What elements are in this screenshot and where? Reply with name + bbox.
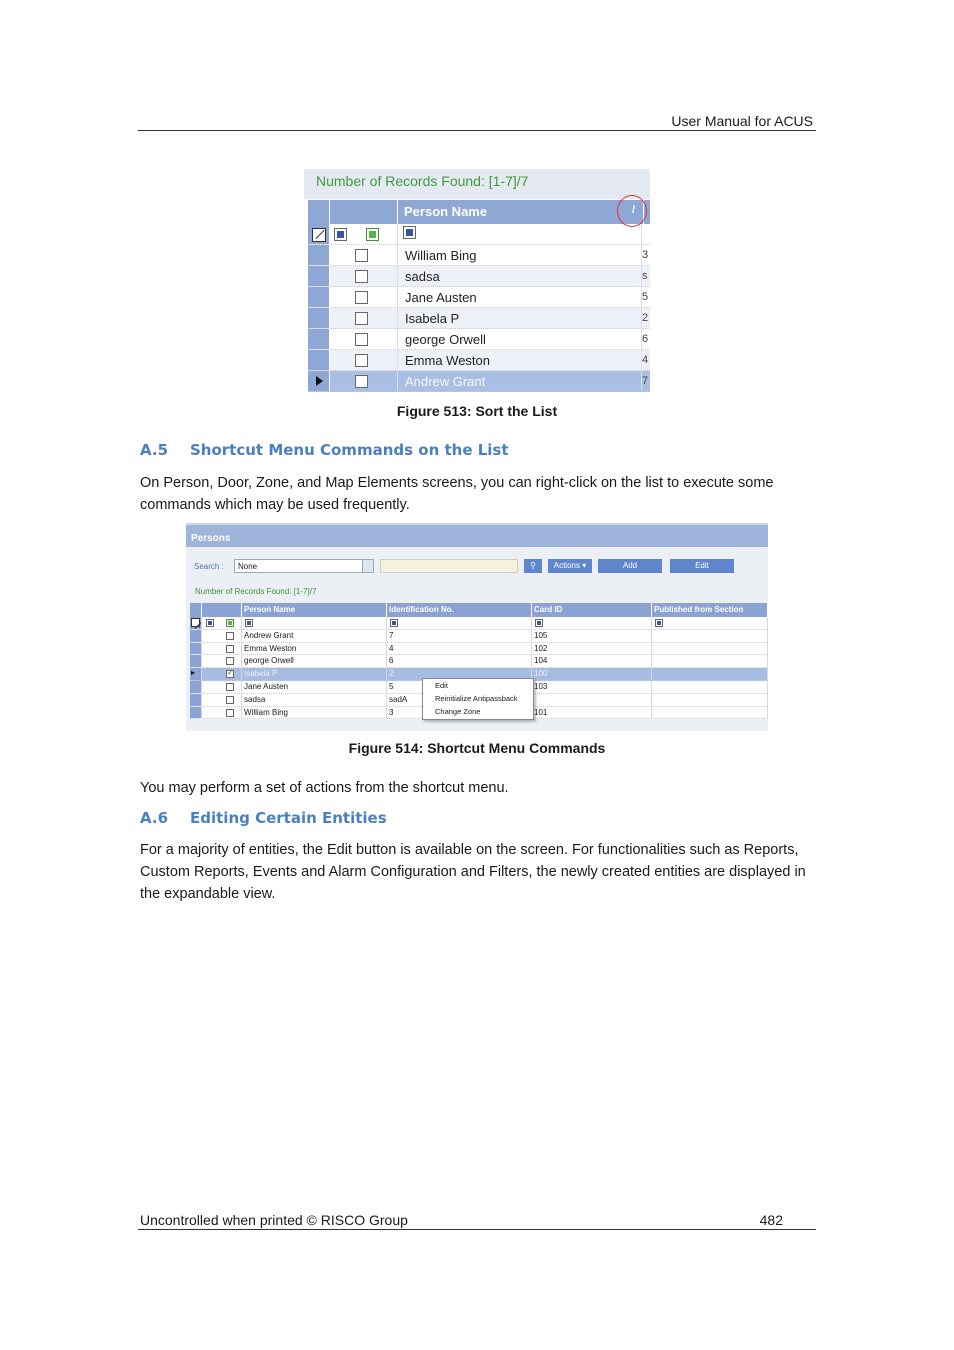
next-column-cell: 7 (642, 375, 649, 387)
row-selector[interactable] (308, 287, 330, 307)
add-button[interactable]: Add (598, 559, 662, 573)
actions-button[interactable] (548, 559, 592, 573)
row-checkbox-cell (330, 350, 398, 370)
section-a6-body: For a majority of entities, the Edit button is available on the screen. For functionalities such as Reports, Custom Reports, Events and Alarm Configuration and Filters, the newly created entities are displayed in the expandable view. (140, 842, 806, 902)
search-label: Search : (194, 562, 224, 571)
figure-513-caption: Figure 513: Sort the List (396, 403, 558, 419)
row-selector[interactable] (308, 245, 330, 265)
row-checkbox-cell (202, 655, 242, 667)
person-name-cell: george Orwell (242, 655, 387, 667)
section-number: A.6 (140, 809, 169, 827)
row-checkbox[interactable] (226, 632, 234, 640)
row-selector[interactable] (308, 371, 330, 391)
section-number: A.5 (140, 441, 169, 459)
section-title: Editing Certain Entities (190, 809, 387, 827)
card-id-cell: 101 (532, 707, 652, 719)
row-checkbox-cell (330, 308, 398, 328)
section-a5-body: On Person, Door, Zone, and Map Elements screens, you can right-click on the list to execute some commands which may be used frequently. (140, 475, 774, 513)
card-id-cell: 105 (532, 630, 652, 642)
context-menu-edit[interactable]: Edit (435, 681, 448, 690)
person-name-cell: Andrew Grant (398, 371, 642, 391)
grid-rows (308, 224, 650, 392)
row-selector[interactable] (308, 308, 330, 328)
filter-checkbox-published[interactable] (655, 619, 663, 627)
row-selector[interactable] (308, 350, 330, 370)
row-selector[interactable] (308, 266, 330, 286)
row-checkbox[interactable] (355, 333, 368, 346)
row-selector[interactable] (308, 329, 330, 349)
next-column-cell: 5 (642, 291, 649, 303)
figure-514-caption: Figure 514: Shortcut Menu Commands (348, 740, 606, 756)
person-name-cell: Andrew Grant (242, 630, 387, 642)
header-checkbox-cell (202, 603, 242, 617)
next-column-cell: 4 (642, 354, 649, 366)
row-checkbox-checked[interactable] (226, 670, 234, 678)
chevron-down-icon: ▾ (582, 561, 587, 570)
row-checkbox-cell (202, 707, 242, 719)
filter-name-cell (398, 224, 642, 244)
records-found-label: Number of Records Found: [1-7]/7 (304, 169, 650, 199)
person-name-cell: george Orwell (398, 329, 642, 349)
row-checkbox-cell (202, 681, 242, 693)
table-row[interactable] (308, 287, 650, 308)
row-checkbox[interactable] (355, 312, 368, 325)
table-row-selected[interactable] (308, 371, 650, 392)
table-row[interactable] (190, 643, 768, 656)
clear-filter-icon[interactable] (312, 228, 326, 242)
filter-published-cell (652, 617, 768, 629)
person-name-cell: sadsa (398, 266, 642, 286)
identification-cell: 4 (387, 643, 532, 655)
header-checkbox-cell (330, 200, 398, 224)
after-figure-514-text: You may perform a set of actions from the shortcut menu. (140, 780, 509, 796)
filter-checkbox-name[interactable] (403, 226, 416, 239)
row-checkbox[interactable] (226, 683, 234, 691)
identification-cell: 5 (387, 681, 532, 693)
context-menu-change-zone[interactable]: Change Zone (435, 707, 481, 716)
grid-header-row (190, 603, 768, 617)
select-all-cell[interactable] (190, 617, 202, 629)
footer-rule (138, 1229, 816, 1230)
person-name-cell: Jane Austen (242, 681, 387, 693)
search-button[interactable] (524, 559, 542, 573)
filter-checkbox-green[interactable] (366, 228, 379, 241)
section-heading-a6 (140, 809, 387, 827)
identification-cell: 2 (387, 668, 532, 680)
row-checkbox-cell (330, 245, 398, 265)
row-checkbox[interactable] (226, 709, 234, 717)
published-cell (652, 655, 768, 667)
search-field-value: None (238, 562, 258, 571)
select-all-cell[interactable] (308, 224, 330, 244)
table-row[interactable] (308, 308, 650, 329)
row-checkbox[interactable] (226, 645, 234, 653)
row-checkbox[interactable] (355, 375, 368, 388)
row-checkbox-cell (330, 287, 398, 307)
row-checkbox-cell (202, 668, 242, 680)
row-selector[interactable] (190, 681, 202, 693)
filter-row (308, 224, 650, 245)
context-menu (422, 678, 534, 720)
filter-name-cell (242, 617, 387, 629)
row-selector[interactable] (190, 694, 202, 706)
row-checkbox[interactable] (226, 696, 234, 704)
person-name-cell: Emma Weston (242, 643, 387, 655)
identification-cell: 7 (387, 630, 532, 642)
card-id-cell: 100 (532, 668, 652, 680)
search-field-select[interactable] (234, 559, 374, 573)
filter-checkbox-card[interactable] (535, 619, 543, 627)
clear-filter-icon[interactable] (191, 618, 200, 627)
header-select-cell (308, 200, 330, 224)
person-name-cell: sadsa (242, 694, 387, 706)
chevron-down-icon[interactable] (362, 560, 373, 572)
figure-513-sort-list (304, 169, 650, 395)
table-row[interactable] (308, 350, 650, 371)
current-row-arrow-icon (316, 376, 323, 386)
identification-cell: 3 (387, 707, 532, 719)
person-name-cell: William Bing (398, 245, 642, 265)
column-header-person-name[interactable]: Person Name (242, 603, 387, 617)
card-id-cell: 104 (532, 655, 652, 667)
row-checkbox[interactable] (355, 291, 368, 304)
column-header-published[interactable]: Published from Section (652, 603, 768, 617)
section-title: Shortcut Menu Commands on the List (190, 441, 509, 459)
row-checkbox-cell (202, 643, 242, 655)
person-name-cell: Isabela P (242, 668, 387, 680)
filter-checkbox-cell (330, 224, 398, 244)
column-header-person-name[interactable] (398, 200, 644, 224)
edit-pencil-icon: ▸ (191, 668, 196, 678)
row-checkbox[interactable] (355, 354, 368, 367)
header-rule (138, 130, 816, 131)
row-checkbox-cell (330, 266, 398, 286)
card-id-cell: 103 (532, 681, 652, 693)
published-cell (652, 630, 768, 642)
footer-copyright: Uncontrolled when printed © RISCO Group (140, 1212, 408, 1228)
next-column-cell: 6 (642, 333, 649, 345)
published-cell (652, 694, 768, 706)
row-selector[interactable] (190, 655, 202, 667)
next-column-cell: 3 (642, 249, 649, 261)
header-title: User Manual for ACUS (671, 113, 813, 129)
filter-checkbox-blue[interactable] (334, 228, 347, 241)
card-id-cell: 102 (532, 643, 652, 655)
identification-cell: sadA (387, 694, 532, 706)
published-cell (652, 681, 768, 693)
row-checkbox[interactable] (355, 270, 368, 283)
row-checkbox-cell (202, 630, 242, 642)
footer-page-number: 482 (759, 1212, 783, 1228)
edit-button[interactable]: Edit (670, 559, 734, 573)
search-toolbar (186, 557, 768, 577)
filter-row (190, 617, 768, 630)
sort-indicator-icon[interactable]: / (631, 204, 635, 216)
row-checkbox-cell (202, 694, 242, 706)
search-icon: ⚲ (530, 561, 536, 570)
filter-id-cell (387, 617, 532, 629)
person-name-cell: Emma Weston (398, 350, 642, 370)
table-row[interactable] (308, 245, 650, 266)
context-menu-reinitialize-antipassback[interactable]: Reinitialize Antipassback (435, 694, 518, 703)
filter-checkbox-name[interactable] (245, 619, 253, 627)
row-checkbox-cell (330, 329, 398, 349)
figure-514-shortcut-menu (186, 523, 768, 731)
row-selector[interactable] (190, 707, 202, 719)
person-name-cell: Jane Austen (398, 287, 642, 307)
sort-highlight-circle (617, 195, 647, 227)
filter-checkbox-green[interactable] (226, 619, 234, 627)
section-heading-a5 (140, 441, 509, 459)
filter-tail-cell (642, 224, 650, 244)
filter-checkbox-blue[interactable] (206, 619, 214, 627)
person-name-cell: Isabela P (398, 308, 642, 328)
table-row[interactable] (308, 329, 650, 350)
table-row[interactable] (190, 655, 768, 668)
next-column-cell: 2 (642, 312, 649, 324)
panel-title: Persons (186, 523, 768, 547)
next-column-cell: s (642, 270, 648, 282)
actions-label: Actions (553, 561, 580, 570)
person-name-cell: William Bing (242, 707, 387, 719)
row-checkbox-cell (330, 371, 398, 391)
column-header-label: Person Name (404, 204, 488, 219)
grid-header-row (308, 200, 650, 224)
published-cell (652, 707, 768, 719)
card-id-cell (532, 694, 652, 706)
row-selector[interactable] (190, 643, 202, 655)
published-cell (652, 643, 768, 655)
column-header-identification[interactable]: Identification No. (387, 603, 532, 617)
row-selector[interactable] (190, 668, 202, 680)
filter-checkbox-cell (202, 617, 242, 629)
records-found-label: Number of Records Found: [1-7]/7 (195, 587, 317, 596)
row-checkbox[interactable] (226, 657, 234, 665)
identification-cell: 6 (387, 655, 532, 667)
row-selector[interactable] (190, 630, 202, 642)
filter-card-cell (532, 617, 652, 629)
filter-checkbox-id[interactable] (390, 619, 398, 627)
search-input[interactable] (380, 559, 518, 573)
column-header-card-id[interactable]: Card ID (532, 603, 652, 617)
header-select-cell (190, 603, 202, 617)
published-cell (652, 668, 768, 680)
table-row[interactable] (190, 630, 768, 643)
table-row[interactable] (308, 266, 650, 287)
row-checkbox[interactable] (355, 249, 368, 262)
